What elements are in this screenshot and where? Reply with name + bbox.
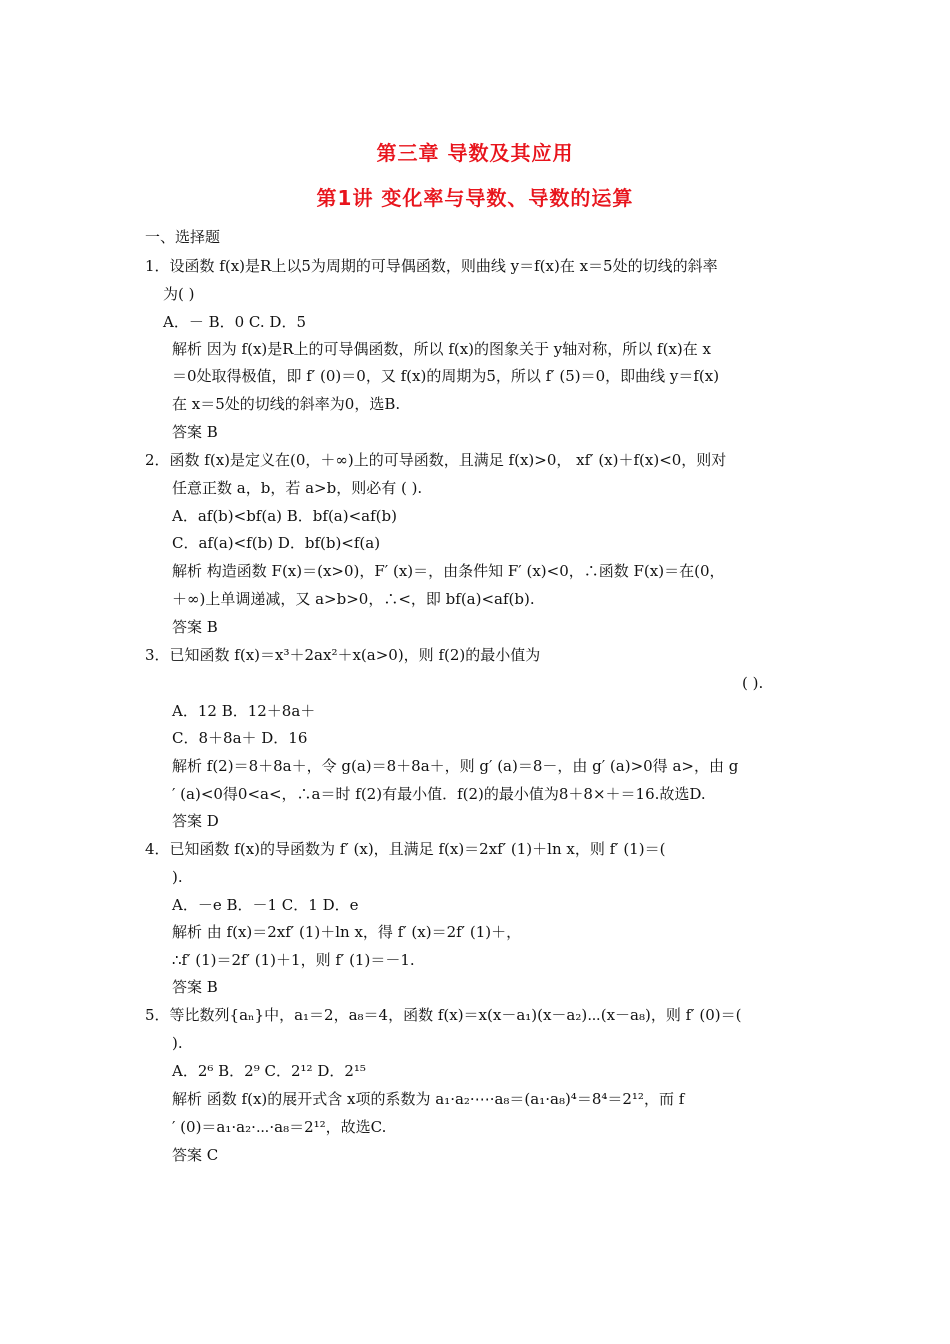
question-3-analysis: 解析 f(2)＝8＋8a＋，令 g(a)＝8＋8a＋，则 g′ (a)＝8－，由 g′ (a)>0得 a>，由 g (172, 757, 739, 775)
question-1-analysis-cont: ＝0处取得极值，即 f′ (0)＝0，又 f(x)的周期为5，所以 f′ (5)＝0，即曲线 y＝f(x) (172, 367, 720, 385)
question-3-analysis-cont: ′ (a)<0得0<a<，∴a＝时 f(2)有最小值．f(2)的最小值为8＋8×＋＝16.故选D. (172, 785, 706, 803)
lesson-title: 第1讲 变化率与导数、导数的运算 (316, 186, 634, 210)
question-4-stem: 4．已知函数 f(x)的导函数为 f′ (x)，且满足 f(x)＝2xf′ (1)＋ln x，则 f′ (1)＝( (145, 840, 666, 858)
question-4-answer: 答案 B (172, 978, 218, 996)
question-5-answer: 答案 C (172, 1146, 219, 1164)
question-4-stem-cont: ). (172, 868, 183, 886)
question-4-analysis-cont: ∴f′ (1)＝2f′ (1)＋1，则 f′ (1)＝－1. (172, 951, 415, 969)
question-3-options-ab: A．12 B．12＋8a＋ (172, 702, 316, 720)
chapter-title: 第三章 导数及其应用 (376, 141, 574, 165)
question-1-analysis: 解析 因为 f(x)是R上的可导偶函数，所以 f(x)的图象关于 y轴对称，所以 f(x)在 x (172, 340, 711, 358)
question-5-analysis-cont: ′ (0)＝a₁·a₂·⋯·a₈＝2¹²，故选C. (172, 1118, 387, 1136)
question-3-stem: 3．已知函数 f(x)＝x³＋2ax²＋x(a>0)，则 f(2)的最小值为 (145, 646, 541, 664)
question-4-options: A．－e B．－1 C．1 D．e (172, 896, 359, 914)
question-5-options: A．2⁶ B．2⁹ C．2¹² D．2¹⁵ (172, 1062, 366, 1080)
question-3-options-cd: C．8＋8a＋ D．16 (172, 729, 308, 747)
question-5-stem-cont: ). (172, 1034, 183, 1052)
question-2-stem: 2．函数 f(x)是定义在(0，＋∞)上的可导函数，且满足 f(x)>0， xf′ (x)＋f(x)<0，则对 (145, 451, 727, 469)
question-1-options: A．－ B．0 C. D．5 (163, 313, 306, 331)
question-2-answer: 答案 B (172, 618, 218, 636)
question-1-stem-cont: 为( ) (163, 285, 195, 303)
question-2-options-cd: C．af(a)<f(b) D．bf(b)<f(a) (172, 534, 381, 552)
question-5-analysis: 解析 函数 f(x)的展开式含 x项的系数为 a₁·a₂·⋯·a₈＝(a₁·a₈)⁴＝8⁴＝2¹²，而 f (172, 1090, 685, 1108)
question-3-blank: ( ). (742, 674, 764, 692)
question-5-stem: 5．等比数列{aₙ}中，a₁＝2，a₈＝4，函数 f(x)＝x(x－a₁)(x－a₂)⋯(x－a₈)，则 f′ (0)＝( (145, 1006, 742, 1024)
question-2-analysis-cont: ＋∞)上单调递减，又 a>b>0，∴<，即 bf(a)<af(b). (172, 590, 535, 608)
question-1-stem: 1．设函数 f(x)是R上以5为周期的可导偶函数，则曲线 y＝f(x)在 x＝5处的切线的斜率 (145, 257, 718, 275)
question-3-answer: 答案 D (172, 812, 219, 830)
question-2-stem-cont: 任意正数 a，b，若 a>b，则必有 ( ). (172, 479, 423, 497)
question-2-options-ab: A．af(b)<bf(a) B．bf(a)<af(b) (172, 507, 397, 525)
section-heading: 一、选择题 (145, 228, 221, 246)
question-1-answer: 答案 B (172, 423, 218, 441)
question-4-analysis: 解析 由 f(x)＝2xf′ (1)＋ln x，得 f′ (x)＝2f′ (1)＋， (172, 923, 522, 941)
question-2-analysis: 解析 构造函数 F(x)＝(x>0)，F′ (x)＝，由条件知 F′ (x)<0，∴函数 F(x)＝在(0， (172, 562, 725, 580)
question-1-analysis-cont: 在 x＝5处的切线的斜率为0，选B. (172, 395, 401, 413)
